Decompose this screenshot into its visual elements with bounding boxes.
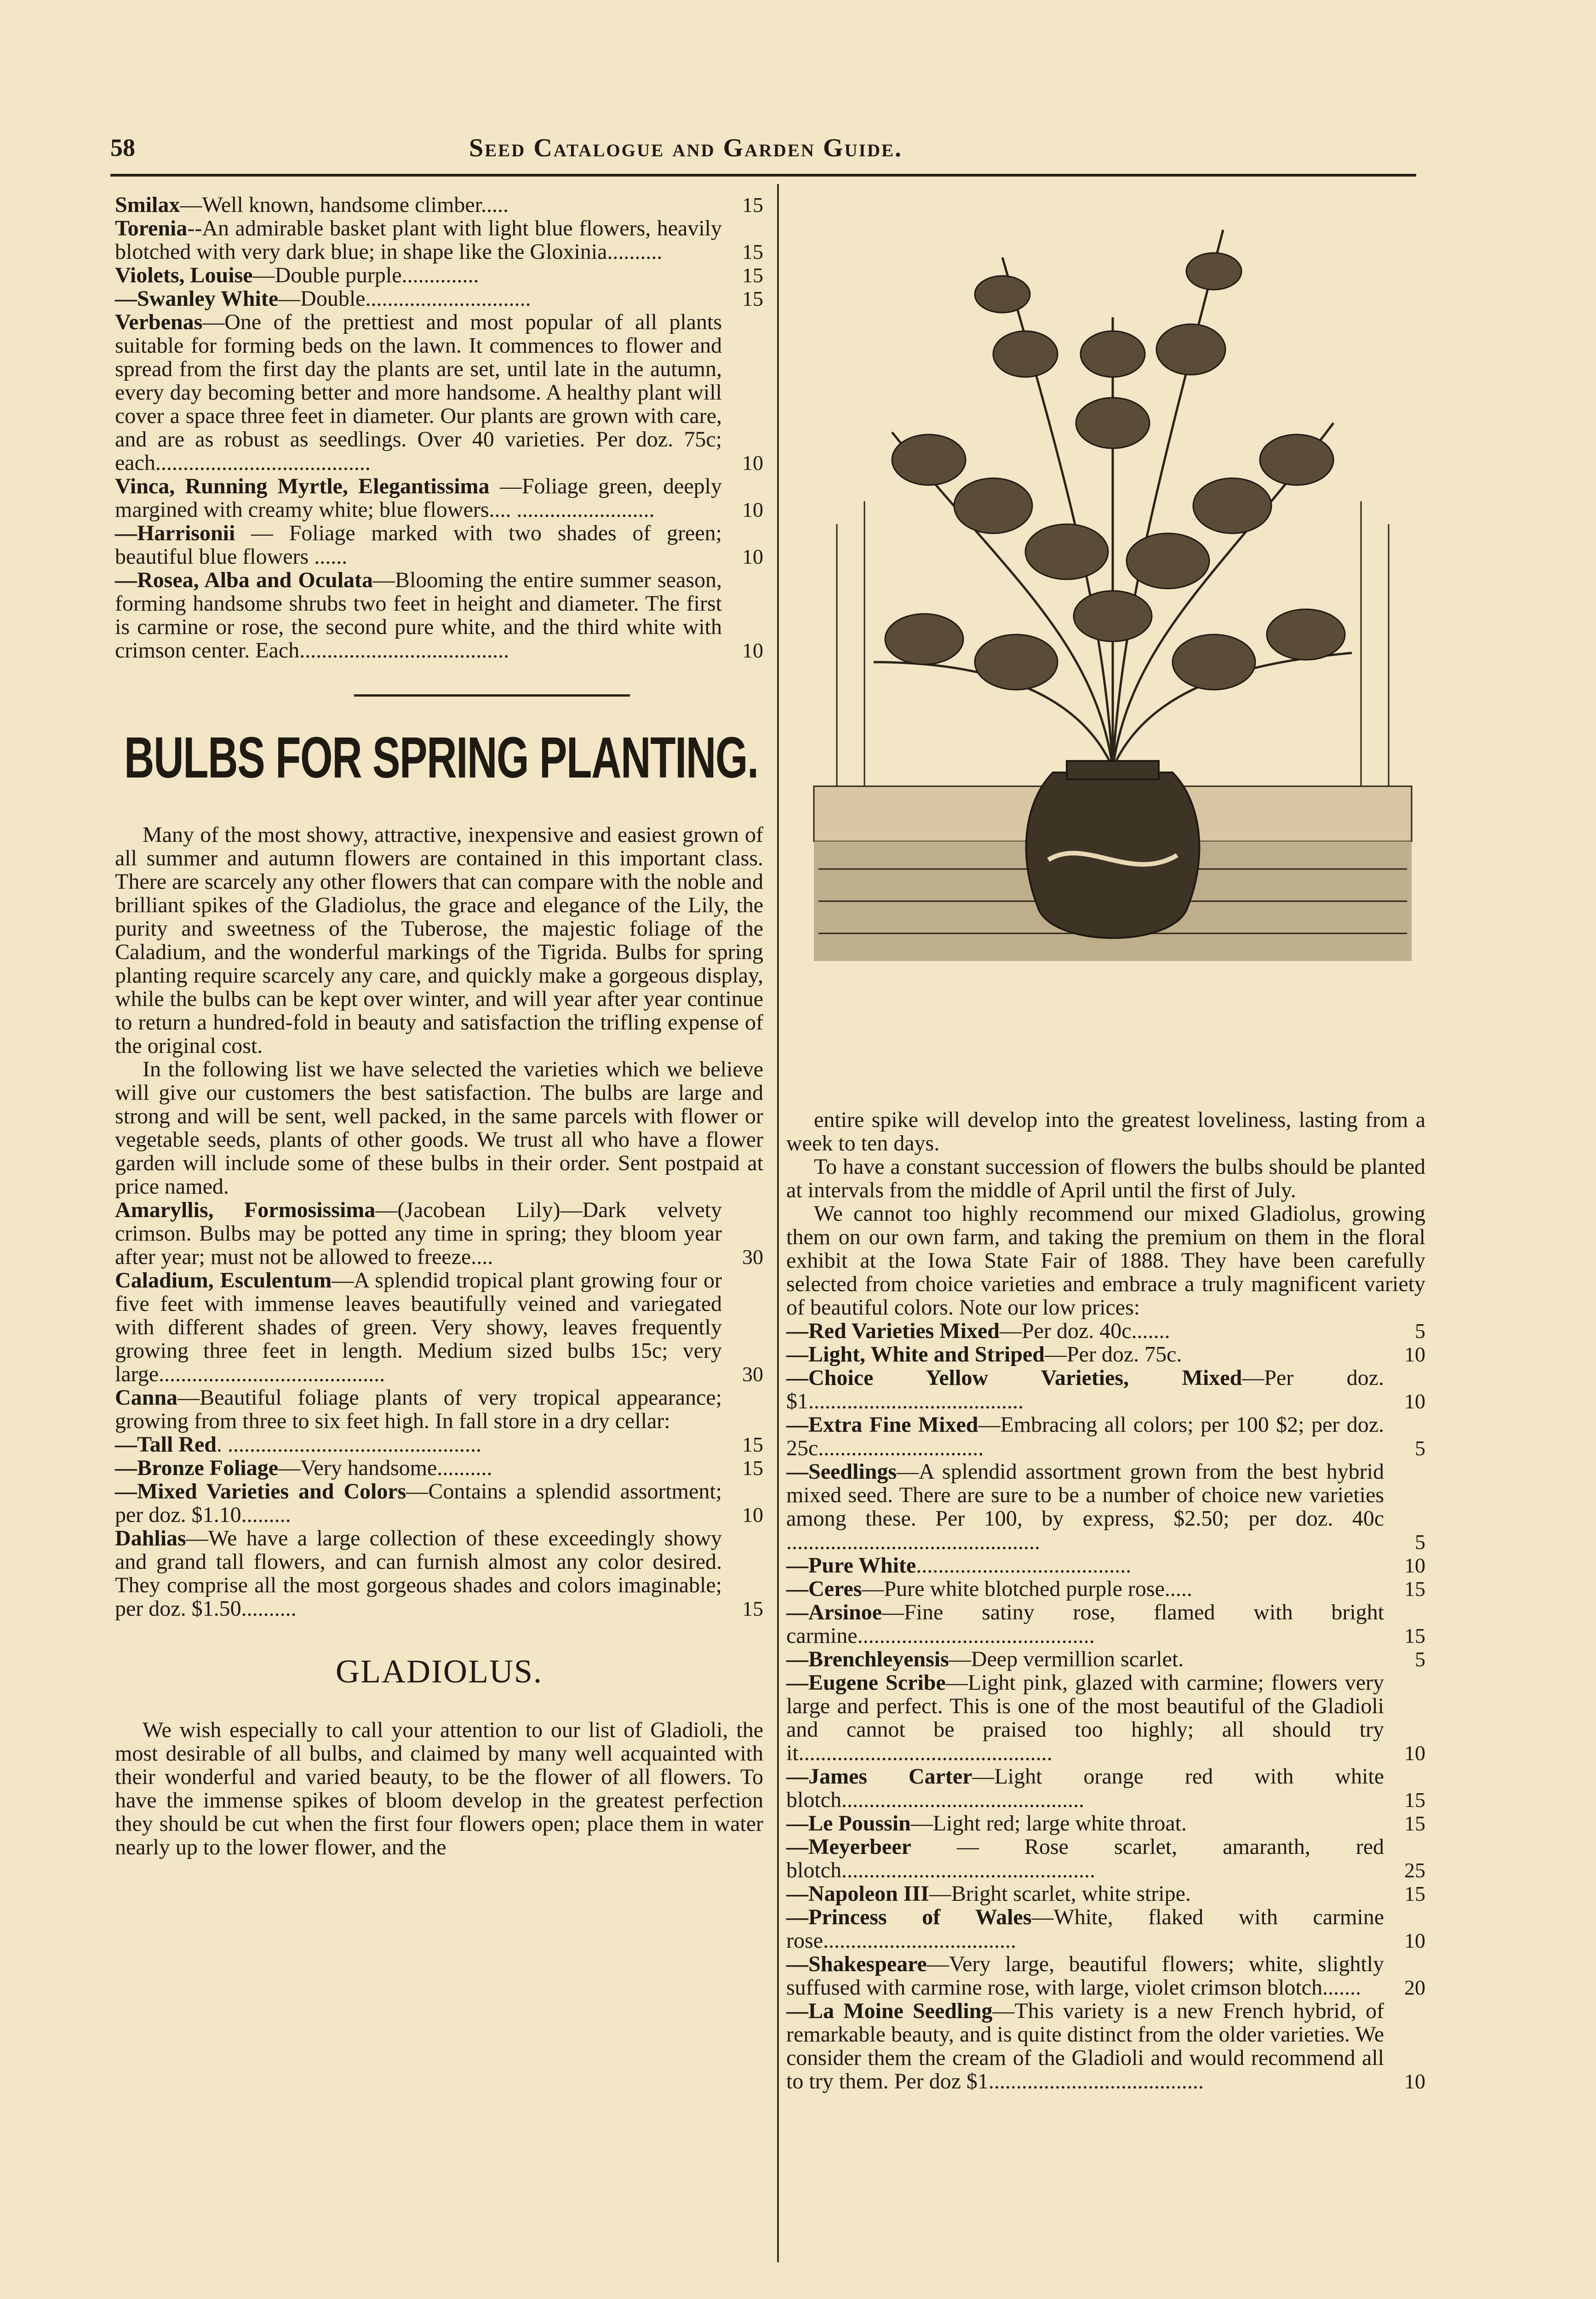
entry-description: —Per doz. $1....................................... [786, 1366, 1384, 1413]
gladiolus-intro: We wish especially to call your attention to our list of Gladioli, the most desirable of all bulbs, and claimed by many well acquainted with their wonderful and varied beauty, to be the flower of all flowers. To have the immense spikes of bloom develop in the greatest perfection they should be cut when the first four flowers open; place them in water nearly up to the lower flower, and the [115, 1718, 763, 1859]
catalogue-entry [786, 1601, 1425, 1647]
gladiolus-heading: GLADIOLUS. [336, 1653, 543, 1690]
entry-name: Smilax [115, 193, 180, 217]
vase-neck [1067, 761, 1159, 779]
entry-name: Verbenas [115, 310, 203, 334]
entry-description: —Light pink, glazed with carmine; flowers very large and perfect. This is one of the most beautiful of the Gladioli and cannot be praised too highly; all should try it.............................................. [786, 1670, 1384, 1765]
catalogue-entry [115, 1269, 763, 1386]
entry-name: —Eugene Scribe [786, 1670, 946, 1695]
catalogue-entry [786, 1835, 1425, 1882]
catalogue-entry [115, 475, 763, 521]
flower-stems [874, 230, 1352, 768]
catalogue-entry [786, 1765, 1425, 1812]
entry-price: 30 [742, 1245, 763, 1269]
entry-price: 10 [742, 498, 763, 521]
entry-description: —Double.............................. [278, 286, 531, 311]
entry-price: 5 [1415, 1319, 1425, 1343]
entry-description: —Light red; large white throat. [910, 1811, 1187, 1836]
catalogue-entry [115, 1386, 763, 1433]
entry-name: —Harrisonii [115, 521, 235, 545]
catalogue-entry [115, 1198, 763, 1269]
entry-description: —(Jacobean Lily)—Dark velvety crimson. Bulbs may be potted any time in spring; they bloom year after year; must not be allowed to freeze.... [115, 1198, 722, 1269]
entry-description: —Fine satiny rose, flamed with bright carmine........................................... [786, 1600, 1384, 1648]
catalogue-entry [786, 1999, 1425, 2093]
catalogue-entry [115, 1480, 763, 1527]
catalogue-entry [115, 1456, 763, 1480]
catalogue-entry [786, 1413, 1425, 1460]
gladiolus-vase-illustration [809, 202, 1416, 1104]
entry-description: ....................................... [916, 1553, 1132, 1578]
catalogue-entry [786, 1812, 1425, 1835]
entry-price: 10 [742, 639, 763, 662]
entry-price: 5 [1415, 1436, 1425, 1460]
entry-description: —Bright scarlet, white stripe. [929, 1882, 1191, 1906]
entry-price: 10 [1404, 1390, 1425, 1413]
entry-description: —A splendid tropical plant growing four or five feet with immense leaves beautifully veined and variegated with different shades of green. Very showy, leaves frequently growing three feet in length. Medium sized bulbs 15c; very large......................................... [115, 1268, 722, 1386]
entry-description: —A splendid assortment grown from the best hybrid mixed seed. There are sure to be a number of choice new varieties among these. Per 100, by express, $2.50; per doz. 40c .............................................. [786, 1459, 1384, 1554]
section-rule [354, 694, 630, 697]
entry-description: —We have a large collection of these exceedingly showy and grand tall flowers, and can furnish almost any color desired. They comprise all the most gorgeous shades and colors imaginable; per doz. $1.50.......... [115, 1526, 722, 1621]
entry-name: —Napoleon III [786, 1882, 929, 1906]
entry-name: —Arsinoe [786, 1600, 882, 1624]
entry-description: — Rose scarlet, amaranth, red blotch.............................................. [786, 1835, 1384, 1882]
entry-name: —La Moine Seedling [786, 1999, 993, 2023]
entry-price: 10 [1404, 2070, 1425, 2093]
entry-description: —Contains a splendid assortment; per doz. $1.10......... [115, 1479, 722, 1527]
entry-description: --An admirable basket plant with light blue flowers, heavily blotched with very dark blue; in shape like the Gloxinia.......... [115, 216, 722, 264]
entry-description: —Double purple.............. [252, 263, 479, 287]
bulbs-heading: BULBS FOR SPRING PLANTING. [124, 725, 758, 790]
entry-name: —Tall Red [115, 1432, 217, 1457]
body-paragraph: In the following list we have selected the varieties which we believe will give our customers the best satisfaction. The bulbs are large and strong and will be sent, well packed, in the same parcels with flower or vegetable seeds, plants of other goods. We trust all who have a flower garden will include some of these bulbs in their order. Sent postpaid at price named. [115, 1057, 763, 1199]
entry-description: —Foliage green, deeply margined with creamy white; blue flowers.... ......................... [115, 474, 722, 522]
entry-name: —Red Varieties Mixed [786, 1319, 1000, 1343]
entry-price: 30 [742, 1362, 763, 1386]
bulbs-intro [115, 823, 763, 1198]
catalogue-entry [786, 1343, 1425, 1366]
entry-description: —Very handsome.......... [278, 1456, 492, 1480]
right-column [786, 1108, 1425, 2093]
entry-name: —Brenchleyensis [786, 1647, 949, 1671]
entry-description: —Very large, beautiful flowers; white, slightly suffused with carmine rose, with large, violet crimson blotch....... [786, 1952, 1384, 2000]
entry-name: Amaryllis, Formosissima [115, 1198, 376, 1222]
catalogue-entry [115, 1433, 763, 1456]
entry-name: —Ceres [786, 1577, 862, 1601]
gladiolus-entry-list [786, 1319, 1425, 2093]
entry-name: —Rosea, Alba and Oculata [115, 568, 373, 592]
entry-name: —Princess of Wales [786, 1905, 1032, 1929]
catalogue-entry [115, 568, 763, 662]
catalogue-entry [786, 1554, 1425, 1577]
entry-name: —Bronze Foliage [115, 1456, 279, 1480]
page-header [110, 133, 1416, 175]
entry-price: 15 [742, 263, 763, 287]
entry-price: 15 [1404, 1882, 1425, 1905]
entry-price: 5 [1415, 1530, 1425, 1554]
entry-name: Violets, Louise [115, 263, 253, 287]
entry-price: 10 [1404, 1554, 1425, 1577]
entry-price: 15 [1404, 1788, 1425, 1812]
entry-name: Dahlias [115, 1526, 186, 1550]
entry-name: —Choice Yellow Varieties, Mixed [786, 1366, 1242, 1390]
entry-name: Torenia [115, 216, 188, 240]
entry-price: 10 [742, 545, 763, 568]
header-rule [110, 174, 1416, 177]
entry-name: —Extra Fine Mixed [786, 1413, 978, 1437]
catalogue-entry [786, 1647, 1425, 1671]
body-paragraph: We cannot too highly recommend our mixed Gladiolus, growing them on our own farm, and taking the premium on them in the floral exhibit at the Iowa State Fair of 1888. They have been carefully selected from choice varieties and embrace a truly magnificent variety of beautiful colors. Note our low prices: [786, 1201, 1425, 1320]
catalogue-entry [786, 1319, 1425, 1343]
catalogue-entry [115, 217, 763, 263]
entry-name: Canna [115, 1385, 178, 1410]
entry-price: 15 [1404, 1624, 1425, 1647]
catalogue-entry [115, 287, 763, 310]
catalogue-entry [115, 263, 763, 287]
entry-price: 15 [742, 287, 763, 310]
entry-description: —Pure white blotched purple rose..... [862, 1577, 1192, 1601]
entry-name: —Le Poussin [786, 1811, 911, 1836]
entry-price: 15 [742, 1456, 763, 1480]
entry-price: 15 [742, 193, 763, 217]
entry-description: —This variety is a new French hybrid, of remarkable beauty, and is quite distinct from the older varieties. We consider them the cream of the Gladioli and would recommend all to try them. Per doz $1....................................... [786, 1999, 1384, 2093]
entry-price: 5 [1415, 1647, 1425, 1671]
catalogue-entry [115, 1527, 763, 1620]
catalogue-entry [115, 310, 763, 475]
catalogue-entry [786, 1882, 1425, 1905]
entry-price: 25 [1404, 1859, 1425, 1882]
entry-price: 15 [1404, 1812, 1425, 1835]
body-paragraph: To have a constant succession of flowers the bulbs should be planted at intervals from the middle of April until the first of July. [786, 1155, 1425, 1202]
entry-description: —Per doz. 75c. [1044, 1342, 1182, 1367]
entry-price: 20 [1404, 1976, 1425, 1999]
entry-name: —Meyerbeer [786, 1835, 911, 1859]
catalogue-entry [115, 193, 763, 217]
entry-name: —Swanley White [115, 286, 279, 311]
entry-name: —Mixed Varieties and Colors [115, 1479, 406, 1504]
entry-description: —One of the prettiest and most popular of all plants suitable for forming beds on the lawn. It commences to flower and spread from the first day the plants are set, until late in the autumn, every day becoming better and more handsome. A healthy plant will cover a space three feet in diameter. Our plants are grown with care, and are as robust as seedlings. Over 40 varieties. Per doz. 75c; each....................................... [115, 310, 722, 475]
entry-price: 15 [742, 240, 763, 263]
entry-price: 15 [742, 1597, 763, 1620]
catalogue-entry [786, 1460, 1425, 1554]
entry-name: —Shakespeare [786, 1952, 927, 1976]
entry-description: —Per doz. 40c....... [999, 1319, 1170, 1343]
bulb-entry-list [115, 1198, 763, 1620]
flower-blooms [885, 253, 1345, 690]
body-paragraph: entire spike will develop into the greatest loveliness, lasting from a week to ten days. [786, 1108, 1425, 1155]
entry-price: 10 [742, 451, 763, 475]
entry-name: —Seedlings [786, 1459, 897, 1484]
plant-entry-list [115, 193, 763, 662]
entry-description: —White, flaked with carmine rose................................... [786, 1905, 1384, 1953]
column-divider [777, 184, 779, 2262]
entry-name: Vinca, Running Myrtle, Elegantissima [115, 474, 490, 498]
entry-description: —Beautiful foliage plants of very tropical appearance; growing from three to six feet high. In fall store in a dry cellar: [115, 1385, 722, 1433]
catalogue-entry [786, 1671, 1425, 1765]
catalogue-entry [786, 1952, 1425, 1999]
entry-description: —Deep vermillion scarlet. [949, 1647, 1184, 1671]
left-column [115, 193, 763, 1859]
entry-description: — Foliage marked with two shades of green; beautiful blue flowers ...... [115, 521, 722, 569]
catalogue-entry [786, 1577, 1425, 1601]
catalogue-entry [786, 1366, 1425, 1413]
entry-price: 10 [1404, 1929, 1425, 1952]
entry-price: 10 [742, 1503, 763, 1527]
entry-price: 10 [1404, 1741, 1425, 1765]
entry-name: —Pure White [786, 1553, 916, 1578]
entry-name: Caladium, Esculentum [115, 1268, 332, 1292]
entry-description: —Embracing all colors; per 100 $2; per doz. 25c.............................. [786, 1413, 1384, 1460]
body-paragraph: Many of the most showy, attractive, inexpensive and easiest grown of all summer and autumn flowers are contained in this important class. There are scarcely any other flowers that can compare with the noble and brilliant spikes of the Gladiolus, the grace and elegance of the Lily, the purity and sweetness of the Tuberose, the majestic foliage of the Caladium, and the wonderful markings of the Tigrida. Bulbs for spring planting require scarcely any care, and quickly make a gorgeous display, while the bulbs can be kept over winter, and will year after year continue to return a hundred-fold in beauty and satisfaction the trifling expense of the original cost. [115, 823, 763, 1058]
catalogue-entry [115, 521, 763, 568]
page-number: 58 [110, 134, 135, 161]
entry-description: —Light orange red with white blotch............................................ [786, 1764, 1384, 1812]
entry-description: —Blooming the entire summer season, forming handsome shrubs two feet in height and diameter. The first is carmine or rose, the second pure white, and the third white with crimson center. Each...................................... [115, 568, 722, 663]
gladiolus-description [786, 1108, 1425, 1319]
entry-price: 15 [742, 1433, 763, 1456]
entry-price: 15 [1404, 1577, 1425, 1601]
entry-name: —James Carter [786, 1764, 972, 1789]
entry-description: —Well known, handsome climber..... [180, 193, 509, 217]
entry-price: 10 [1404, 1343, 1425, 1366]
entry-name: —Light, White and Striped [786, 1342, 1045, 1367]
catalogue-entry [786, 1905, 1425, 1952]
entry-description: . .............................................. [216, 1432, 481, 1457]
page-title: Seed Catalogue and Garden Guide. [469, 134, 903, 162]
